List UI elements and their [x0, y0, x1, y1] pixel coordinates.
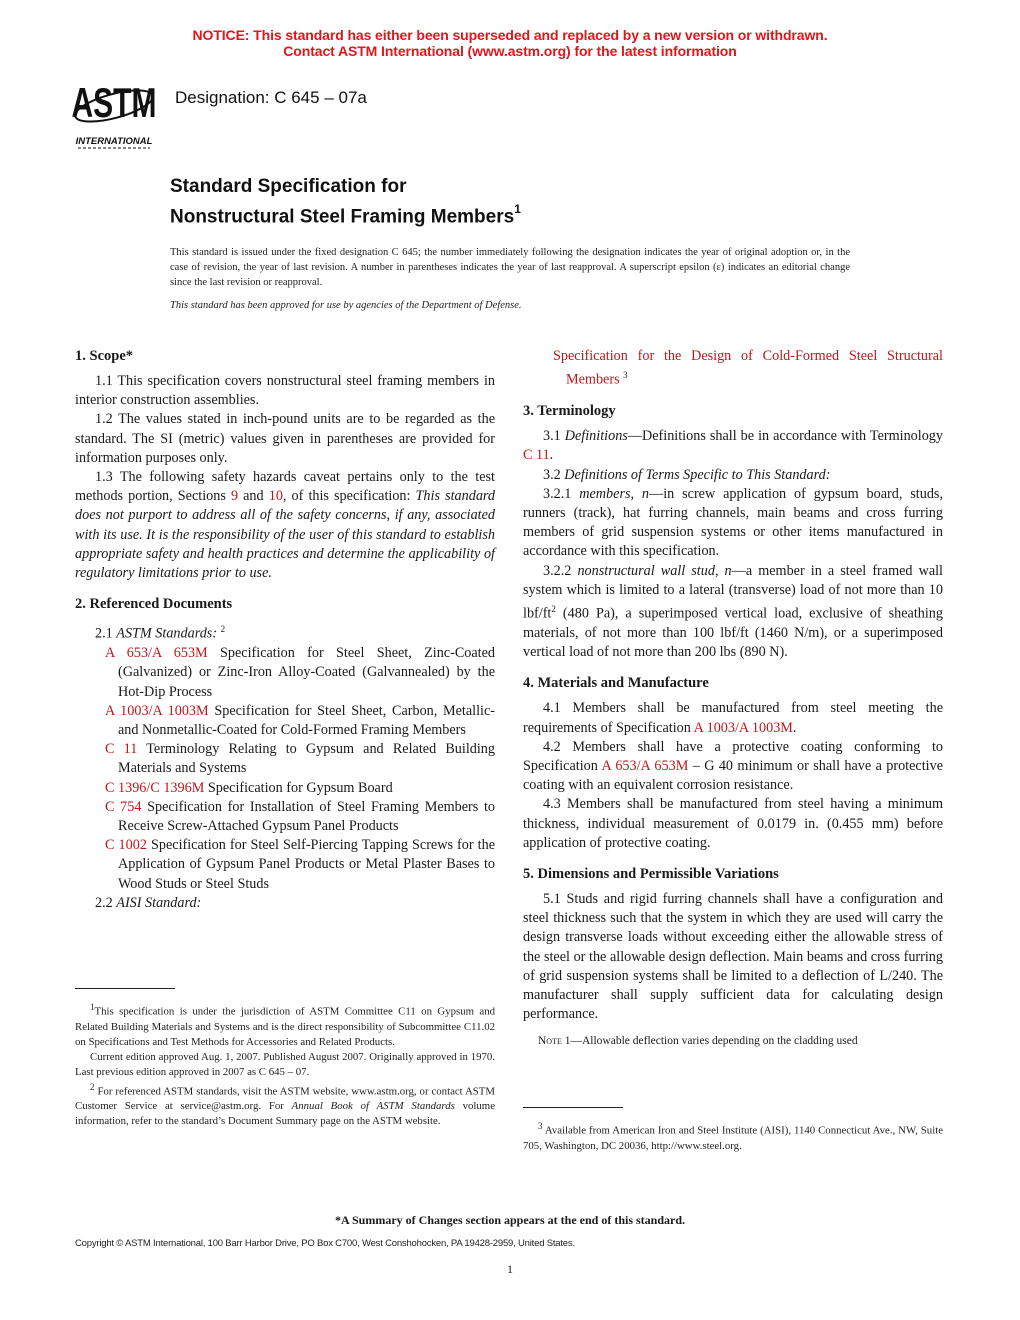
section-dimensions — [523, 865, 943, 1052]
title-line-1: Standard Specification for — [170, 176, 407, 197]
footnote-ref-2[interactable]: 2 — [220, 624, 226, 635]
section-terminology — [523, 402, 943, 662]
reference-link[interactable]: A 653/A 653M — [105, 645, 208, 662]
paragraph-4-2: 4.2 Members shall have a protective coating conforming to Specification A 653/A 653M – G 40 minimum or shall have a protective coating with an equivalent corrosion resistance. — [523, 738, 943, 794]
a1003-link[interactable]: A 1003/A 1003M — [693, 719, 793, 736]
paragraph-3-2-1: 3.2.1 members, n—in screw application of gypsum board, studs, runners (track), hat furring channels, main beams and cross furring members of grid suspension systems or other items manufactured in accordance with this specification. — [523, 485, 943, 560]
c11-link[interactable]: C 11 — [523, 447, 550, 464]
footnote-1-edition: Current edition approved Aug. 1, 2007. Published August 2007. Originally approved in 1970. Last previous edition approved in 2007 as C 645 – 07. — [75, 1050, 495, 1078]
reference-link[interactable]: C 754 — [105, 798, 142, 815]
title-line-2: Nonstructural Steel Framing Members$^1$ — [170, 202, 521, 228]
reference-item: A 1003/A 1003M Specification for Steel Sheet, Carbon, Metallic- and Nonmetallic-Coated for Cold-Formed Framing Members — [105, 702, 495, 738]
logo-international-text: INTERNATIONAL — [75, 136, 153, 147]
right-footnotes — [523, 1119, 943, 1154]
paragraph-1-1: 1.1 This specification covers nonstructural steel framing members in interior construction assemblies. — [75, 373, 495, 409]
section-heading: 5. Dimensions and Permissible Variations — [523, 865, 779, 882]
designation: Designation: C 645 – 07a — [175, 88, 367, 107]
section-heading: 3. Terminology — [523, 403, 616, 420]
footnote-3: $^3$ Available from American Iron and Steel Institute (AISI), 1140 Connecticut Ave., NW, Suite 705, Washington, DC 20036, http://www.steel.org. — [523, 1121, 943, 1152]
section-heading: 4. Materials and Manufacture — [523, 675, 709, 692]
astm-international-logo-icon — [66, 78, 162, 150]
reference-link[interactable]: C 11 — [105, 741, 138, 758]
reference-link[interactable]: C 1002 — [105, 837, 147, 854]
reference-link[interactable]: A 1003/A 1003M — [105, 702, 209, 719]
aisi-reference — [523, 347, 943, 390]
dod-approval-note: This standard has been approved for use by agencies of the Department of Defense. — [170, 300, 522, 311]
notice-line-1: NOTICE: This standard has either been superseded and replaced by a new version or withdrawn. — [192, 27, 828, 43]
supersession-notice — [0, 27, 1020, 59]
reference-item: C 11 Terminology Relating to Gypsum and Related Building Materials and Systems — [105, 741, 495, 777]
issuance-note: This standard is issued under the fixed designation C 645; the number immediately following the designation indicates the year of original adoption or, in the case of revision, the year of last revision. A number in parentheses indicates the year of last reapproval. A superscript epsilon (ε) indicates an editorial change since the last revision or reapproval. — [170, 247, 850, 288]
section-9-link[interactable]: 9 — [230, 488, 239, 505]
paragraph-4-1: 4.1 Members shall be manufactured from steel meeting the requirements of Specification A 1003/A 1003M. — [523, 700, 943, 736]
summary-of-changes-note: *A Summary of Changes section appears at the end of this standard. — [334, 1213, 686, 1227]
logo-astm-text: ASTM — [71, 79, 157, 127]
section-materials — [523, 674, 943, 853]
page-number: 1 — [507, 1262, 513, 1276]
section-10-link[interactable]: 10 — [268, 488, 283, 505]
left-footnotes — [75, 1000, 495, 1129]
notice-line-2: Contact ASTM International (www.astm.org) for the latest information — [283, 43, 737, 59]
section-heading: 1. Scope* — [75, 348, 133, 364]
paragraph-1-3: 1.3 The following safety hazards caveat pertains only to the test methods portion, Sections 9 and 10, of this specification: This standard does not purport to address all of the safety concerns, if any, associated with its use. It is the responsibility of the user of this standard to establish appropriate safety and health practices and determine the applicability of regulatory limitations prior to use. — [75, 469, 496, 582]
reference-item: C 1396/C 1396M Specification for Gypsum Board — [105, 779, 393, 796]
paragraph-3-2: 3.2 Definitions of Terms Specific to This Standard: — [543, 466, 831, 483]
section-scope — [75, 347, 495, 583]
note-1: Note 1—Allowable deflection varies depending on the cladding used — [538, 1035, 858, 1048]
footnote-1: $^1$This specification is under the jurisdiction of ASTM Committee C11 on Gypsum and Related Building Materials and Systems and is the direct responsibility of Subcommittee C11.02 on Specifications and Test Methods for Accessories and Related Products. — [75, 1002, 495, 1048]
reference-item — [538, 347, 943, 390]
reference-item: C 754 Specification for Installation of Steel Framing Members to Receive Screw-Attached Gypsum Panel Products — [105, 798, 496, 834]
paragraph-3-1: 3.1 Definitions—Definitions shall be in accordance with Terminology C 11. — [523, 428, 943, 464]
footnote-divider — [523, 1107, 623, 1108]
paragraph-4-3: 4.3 Members shall be manufactured from steel having a minimum thickness, individual measurement of 0.0179 in. (0.455 mm) before application of protective coating. — [523, 796, 943, 851]
reference-link[interactable]: C 1396/C 1396M — [105, 779, 205, 796]
notice-prefix: NOTICE: — [192, 27, 250, 43]
reference-item: C 1002 Specification for Steel Self-Piercing Tapping Screws for the Application of Gypsum Panel Products or Metal Plaster Bases to Wood Studs or Steel Studs — [105, 837, 496, 892]
reference-link[interactable]: Specification for the Design of Cold-Formed Steel Structural Members — [553, 348, 943, 388]
right-column — [523, 347, 943, 1064]
paragraph-2-1: 2.1 ASTM Standards: $^2$ — [95, 624, 226, 642]
section-referenced-documents — [75, 595, 495, 913]
paragraph-5-1: 5.1 Studs and rigid furring channels shall have a configuration and steel thickness such that the system in which they are used will carry the design transverse loads without exceeding either the allowable stress of the steel or the allowable design deflection. Main beams and cross furring of grid suspension systems shall be limited to a deflection of L/240. The manufacturer shall supply sufficient data for calculating design performance. — [523, 890, 943, 1023]
footnote-2: $^2$ For referenced ASTM standards, visit the ASTM website, www.astm.org, or contact ASTM Customer Service at service@astm.org. For Annual Book of ASTM Standards volume information, refer to the standard’s Document Summary page on the ASTM website. — [75, 1081, 495, 1128]
left-column — [75, 347, 495, 925]
paragraph-1-2: 1.2 The values stated in inch-pound units are to be regarded as the standard. The SI (metric) values given in parentheses are provided for information purposes only. — [75, 411, 495, 466]
footnote-divider — [75, 988, 175, 989]
a653-link[interactable]: A 653/A 653M — [601, 757, 689, 774]
copyright: Copyright © ASTM International, 100 Barr Harbor Drive, PO Box C700, West Conshohocken, PA 19428-2959, United States. — [75, 1238, 575, 1249]
paragraph-3-2-2: 3.2.2 nonstructural wall stud, n—a member in a steel framed wall system which is limited to a lateral (transverse) load of not more than 10 lbf/$ft^2$ (480 Pa), a superimposed vertical load, exclusive of sheathing materials, of not more than 100 lbf/ft (1460 N/m), or a superimposed vertical load of not more than 200 lbs (890 N). — [523, 562, 943, 661]
footnote-ref-3[interactable]: 3 — [623, 370, 628, 381]
section-heading: 2. Referenced Documents — [75, 596, 233, 613]
paragraph-2-2: 2.2 AISI Standard: — [95, 894, 202, 911]
title-footnote-ref[interactable]: 1 — [514, 202, 521, 216]
document-title — [170, 174, 521, 229]
reference-item: A 653/A 653M Specification for Steel Sheet, Zinc-Coated (Galvanized) or Zinc-Iron Alloy-Coated (Galvannealed) by the Hot-Dip Process — [105, 645, 496, 700]
